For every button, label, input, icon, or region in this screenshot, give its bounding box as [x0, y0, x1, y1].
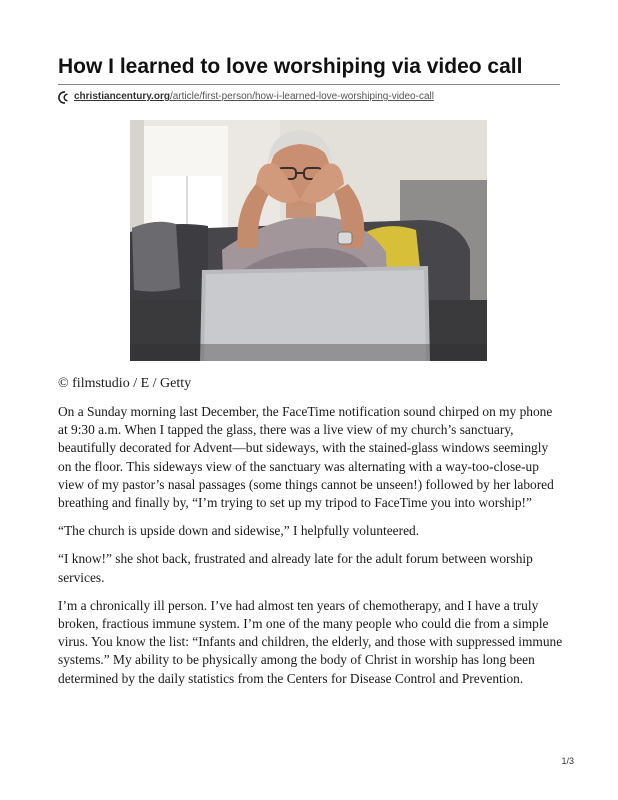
paragraph: “I know!” she shot back, frustrated and already late for the adult forum between worship services. [58, 551, 533, 585]
source-link[interactable] [58, 90, 434, 104]
article-photo [130, 120, 487, 361]
paragraph: “The church is upside down and sidewise,” I helpfully volunteered. [58, 523, 420, 539]
title-divider [58, 84, 560, 85]
site-favicon-icon [58, 91, 71, 104]
image-credit: © filmstudio / E / Getty [58, 376, 192, 391]
paragraph: I’m a chronically ill person. I’ve had almost ten years of chemotherapy, and I have a truly broken, fractious immune system. I’m one of the many people who could die from a simple virus. You know the list: “Infants and children, the elderly, and those with suppressed immune systems.” My ability to be physically among the body of Christ in worship has long been determined by the daily statistics from the Centers for Disease Control and Prevention. [58, 597, 563, 686]
source-path[interactable]: /article/first-person/how-i-learned-love-worshiping-video-call [169, 91, 434, 102]
article-body [58, 403, 564, 698]
paragraph: On a Sunday morning last December, the FaceTime notification sound chirped on my phone at 9:30 a.m. When I tapped the glass, there was a live view of my church’s sanctuary, beautifully decorated for Advent—but sideways, with the stained-glass windows seemingly on the floor. This sideways view of the sanctuary was alternating with a way-too-close-up view of my pastor’s nasal passages (some things cannot be unseen!) followed by her labored breathing and finally by, “I’m trying to set up my tripod to FaceTime you into worship!” [58, 404, 554, 511]
article-title: How I learned to love worshiping via video call [58, 55, 523, 78]
page-number: 1/3 [561, 756, 574, 766]
source-domain[interactable]: christiancentury.org [74, 91, 170, 102]
